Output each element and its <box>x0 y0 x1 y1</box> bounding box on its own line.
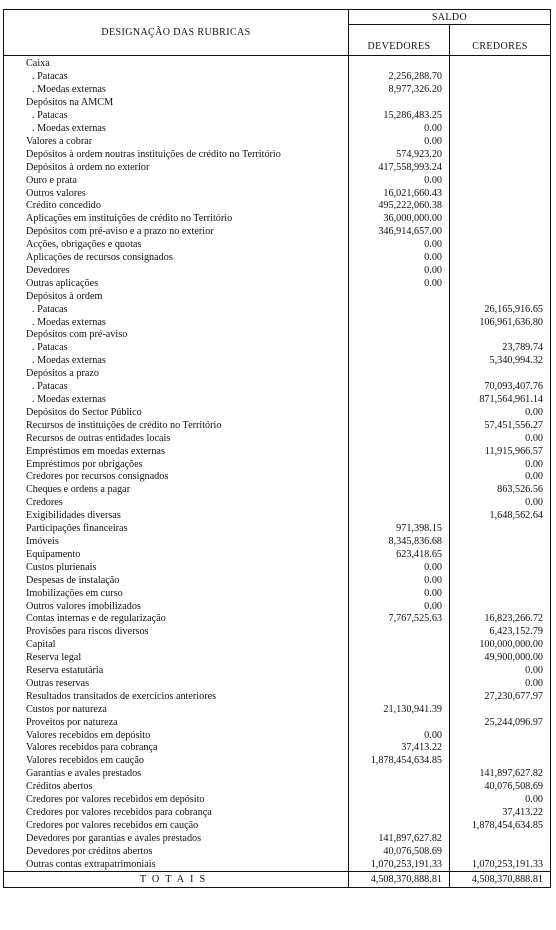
devedores-value <box>349 381 450 394</box>
table-row <box>4 587 551 600</box>
rubrica-label: Acções, obrigações e quotas <box>4 239 349 252</box>
credores-value <box>450 368 551 381</box>
credores-value: 0.00 <box>450 678 551 691</box>
devedores-value: 8,977,326.20 <box>349 84 450 97</box>
credores-value <box>450 213 551 226</box>
credores-value <box>450 536 551 549</box>
table-row <box>4 626 551 639</box>
devedores-value: 2,256,288.70 <box>349 71 450 84</box>
devedores-value: 971,398.15 <box>349 523 450 536</box>
table-row <box>4 781 551 794</box>
rubrica-label: Outras reservas <box>4 678 349 691</box>
table-row <box>4 832 551 845</box>
table-row <box>4 303 551 316</box>
rubrica-label: Recursos de outras entidades locais <box>4 432 349 445</box>
rubrica-label: Garantias e avales prestados <box>4 768 349 781</box>
rubrica-label: Aplicações em instituições de crédito no Território <box>4 213 349 226</box>
rubrica-label: . Moedas externas <box>4 123 349 136</box>
devedores-value <box>349 445 450 458</box>
devedores-value <box>349 342 450 355</box>
totals-row <box>4 872 551 888</box>
table-row <box>4 768 551 781</box>
credores-value <box>450 561 551 574</box>
rubrica-label: . Patacas <box>4 71 349 84</box>
table-row <box>4 252 551 265</box>
devedores-value: 0.00 <box>349 277 450 290</box>
devedores-value: 1,070,253,191.33 <box>349 858 450 871</box>
rubrica-label: Valores a cobrar <box>4 135 349 148</box>
devedores-value <box>349 419 450 432</box>
devedores-value <box>349 819 450 832</box>
credores-value <box>450 97 551 110</box>
rubrica-label: . Patacas <box>4 381 349 394</box>
rubrica-label: Valores recebidos para cobrança <box>4 742 349 755</box>
rubrica-label: Exigibilidades diversas <box>4 510 349 523</box>
credores-value: 871,564,961.14 <box>450 394 551 407</box>
devedores-value: 37,413.22 <box>349 742 450 755</box>
header-saldo: SALDO <box>349 10 551 25</box>
totals-label: TOTAIS <box>4 872 349 888</box>
devedores-value: 141,897,627.82 <box>349 832 450 845</box>
rubrica-label: Crédito concedido <box>4 200 349 213</box>
table-row <box>4 613 551 626</box>
credores-value: 0.00 <box>450 432 551 445</box>
credores-value: 0.00 <box>450 406 551 419</box>
devedores-value: 16,021,660.43 <box>349 187 450 200</box>
devedores-value: 0.00 <box>349 729 450 742</box>
rubrica-label: Reserva legal <box>4 652 349 665</box>
credores-value: 141,897,627.82 <box>450 768 551 781</box>
rubrica-label: . Moedas externas <box>4 355 349 368</box>
credores-value <box>450 135 551 148</box>
table-row <box>4 574 551 587</box>
rubrica-label: Empréstimos em moedas externas <box>4 445 349 458</box>
devedores-value: 7,767,525.63 <box>349 613 450 626</box>
rubrica-label: Imobilizações em curso <box>4 587 349 600</box>
table-row <box>4 381 551 394</box>
credores-value <box>450 239 551 252</box>
table-row <box>4 148 551 161</box>
credores-value <box>450 110 551 123</box>
rubrica-label: Devedores por créditos abertos <box>4 845 349 858</box>
credores-value: 0.00 <box>450 497 551 510</box>
credores-value <box>450 84 551 97</box>
table-row <box>4 187 551 200</box>
rubrica-label: Participações financeiras <box>4 523 349 536</box>
devedores-value: 36,000,000.00 <box>349 213 450 226</box>
table-row <box>4 394 551 407</box>
rubrica-label: Credores por valores recebidos em caução <box>4 819 349 832</box>
devedores-value: 417,558,993.24 <box>349 161 450 174</box>
devedores-value <box>349 355 450 368</box>
credores-value <box>450 252 551 265</box>
devedores-value: 0.00 <box>349 561 450 574</box>
rubrica-label: Reserva estatutária <box>4 665 349 678</box>
rubrica-label: Imóveis <box>4 536 349 549</box>
credores-value <box>450 174 551 187</box>
table-row <box>4 213 551 226</box>
table-row <box>4 548 551 561</box>
rubrica-label: Depósitos com pré-aviso e a prazo no exterior <box>4 226 349 239</box>
devedores-value <box>349 652 450 665</box>
rubrica-label: Custos por natureza <box>4 703 349 716</box>
credores-value: 70,093,407.76 <box>450 381 551 394</box>
table-row <box>4 665 551 678</box>
table-row <box>4 200 551 213</box>
table-row <box>4 355 551 368</box>
devedores-value <box>349 458 450 471</box>
table-row <box>4 368 551 381</box>
rubrica-label: Devedores <box>4 265 349 278</box>
table-row <box>4 123 551 136</box>
devedores-value: 346,914,657.00 <box>349 226 450 239</box>
rubrica-label: Valores recebidos em depósito <box>4 729 349 742</box>
balance-table <box>3 9 551 888</box>
credores-value <box>450 161 551 174</box>
rubrica-label: Outros valores <box>4 187 349 200</box>
table-row <box>4 419 551 432</box>
table-row <box>4 755 551 768</box>
devedores-value <box>349 56 450 71</box>
credores-value: 49,900,000.00 <box>450 652 551 665</box>
table-body <box>4 56 551 872</box>
credores-value <box>450 742 551 755</box>
table-row <box>4 600 551 613</box>
rubrica-label: Outras contas extrapatrimoniais <box>4 858 349 871</box>
credores-value: 26,165,916.65 <box>450 303 551 316</box>
table-row <box>4 97 551 110</box>
devedores-value: 0.00 <box>349 600 450 613</box>
credores-value <box>450 523 551 536</box>
credores-value: 0.00 <box>450 471 551 484</box>
rubrica-label: Despesas de instalação <box>4 574 349 587</box>
table-row <box>4 471 551 484</box>
totals-devedores: 4,508,370,888.81 <box>349 872 450 888</box>
devedores-value: 0.00 <box>349 574 450 587</box>
table-row <box>4 110 551 123</box>
rubrica-label: Aplicações de recursos consignados <box>4 252 349 265</box>
devedores-value: 0.00 <box>349 123 450 136</box>
credores-value: 1,878,454,634.85 <box>450 819 551 832</box>
credores-value: 5,340,994.32 <box>450 355 551 368</box>
table-row <box>4 742 551 755</box>
devedores-value <box>349 471 450 484</box>
rubrica-label: Devedores por garantias e avales prestados <box>4 832 349 845</box>
table-row <box>4 497 551 510</box>
table-row <box>4 277 551 290</box>
table-row <box>4 71 551 84</box>
devedores-value <box>349 329 450 342</box>
rubrica-label: Créditos abertos <box>4 781 349 794</box>
credores-value <box>450 200 551 213</box>
table-row <box>4 561 551 574</box>
rubrica-label: . Patacas <box>4 342 349 355</box>
devedores-value <box>349 368 450 381</box>
table-row <box>4 652 551 665</box>
credores-value <box>450 277 551 290</box>
rubrica-label: Depósitos à ordem <box>4 290 349 303</box>
table-row <box>4 510 551 523</box>
table-row <box>4 845 551 858</box>
rubrica-label: Caixa <box>4 56 349 71</box>
table-row <box>4 484 551 497</box>
table-row <box>4 729 551 742</box>
credores-value <box>450 574 551 587</box>
devedores-value <box>349 781 450 794</box>
credores-value <box>450 832 551 845</box>
credores-value: 40,076,508.69 <box>450 781 551 794</box>
devedores-value: 623,418.65 <box>349 548 450 561</box>
rubrica-label: Proveitos por natureza <box>4 716 349 729</box>
table-row <box>4 135 551 148</box>
rubrica-label: Equipamento <box>4 548 349 561</box>
table-row <box>4 678 551 691</box>
table-row <box>4 265 551 278</box>
credores-value <box>450 187 551 200</box>
devedores-value: 495,222,060.38 <box>349 200 450 213</box>
table-row <box>4 716 551 729</box>
table-row <box>4 342 551 355</box>
devedores-value <box>349 303 450 316</box>
rubrica-label: Contas internas e de regularização <box>4 613 349 626</box>
devedores-value <box>349 690 450 703</box>
credores-value: 23,789.74 <box>450 342 551 355</box>
rubrica-label: Depósitos do Sector Público <box>4 406 349 419</box>
table-row <box>4 84 551 97</box>
rubrica-label: Depósitos a prazo <box>4 368 349 381</box>
credores-value: 27,230,677.97 <box>450 690 551 703</box>
devedores-value: 0.00 <box>349 135 450 148</box>
balance-sheet <box>3 9 550 916</box>
rubrica-label: Cheques e ordens a pagar <box>4 484 349 497</box>
credores-value <box>450 71 551 84</box>
devedores-value <box>349 768 450 781</box>
credores-value <box>450 703 551 716</box>
table-row <box>4 819 551 832</box>
credores-value: 57,451,556.27 <box>450 419 551 432</box>
table-row <box>4 161 551 174</box>
credores-value <box>450 290 551 303</box>
credores-value: 106,961,636.80 <box>450 316 551 329</box>
rubrica-label: Recursos de instituições de crédito no Território <box>4 419 349 432</box>
rubrica-label: Credores por recursos consignados <box>4 471 349 484</box>
header-designacao: DESIGNAÇÃO DAS RUBRICAS <box>4 10 349 56</box>
credores-value <box>450 600 551 613</box>
devedores-value <box>349 316 450 329</box>
devedores-value <box>349 678 450 691</box>
table-row <box>4 794 551 807</box>
devedores-value <box>349 794 450 807</box>
header-credores: CREDORES <box>450 25 551 56</box>
table-row <box>4 290 551 303</box>
credores-value <box>450 729 551 742</box>
devedores-value: 8,345,836.68 <box>349 536 450 549</box>
rubrica-label: Resultados transitados de exercícios anteriores <box>4 690 349 703</box>
credores-value <box>450 226 551 239</box>
rubrica-label: . Patacas <box>4 110 349 123</box>
devedores-value <box>349 394 450 407</box>
devedores-value: 0.00 <box>349 174 450 187</box>
credores-value <box>450 123 551 136</box>
header-devedores: DEVEDORES <box>349 25 450 56</box>
credores-value: 6,423,152.79 <box>450 626 551 639</box>
credores-value: 863,526.56 <box>450 484 551 497</box>
table-row <box>4 445 551 458</box>
table-row <box>4 690 551 703</box>
rubrica-label: Credores por valores recebidos em depósito <box>4 794 349 807</box>
credores-value <box>450 56 551 71</box>
table-row <box>4 316 551 329</box>
devedores-value: 0.00 <box>349 265 450 278</box>
credores-value: 1,648,562.64 <box>450 510 551 523</box>
table-row <box>4 458 551 471</box>
table-row <box>4 523 551 536</box>
table-row <box>4 703 551 716</box>
devedores-value <box>349 484 450 497</box>
credores-value: 37,413.22 <box>450 807 551 820</box>
totals-credores: 4,508,370,888.81 <box>450 872 551 888</box>
credores-value <box>450 845 551 858</box>
devedores-value: 574,923.20 <box>349 148 450 161</box>
table-row <box>4 406 551 419</box>
rubrica-label: Credores <box>4 497 349 510</box>
table-row <box>4 329 551 342</box>
devedores-value: 0.00 <box>349 252 450 265</box>
rubrica-label: Provisões para riscos diversos <box>4 626 349 639</box>
rubrica-label: Depósitos à ordem noutras instituições de crédito no Território <box>4 148 349 161</box>
devedores-value <box>349 406 450 419</box>
rubrica-label: . Patacas <box>4 303 349 316</box>
credores-value <box>450 755 551 768</box>
rubrica-label: Custos plurienais <box>4 561 349 574</box>
rubrica-label: Empréstimos por obrigações <box>4 458 349 471</box>
rubrica-label: Valores recebidos em caução <box>4 755 349 768</box>
credores-value <box>450 587 551 600</box>
devedores-value <box>349 639 450 652</box>
devedores-value <box>349 290 450 303</box>
credores-value: 11,915,966.57 <box>450 445 551 458</box>
table-row <box>4 432 551 445</box>
devedores-value <box>349 807 450 820</box>
devedores-value: 21,130,941.39 <box>349 703 450 716</box>
devedores-value: 0.00 <box>349 239 450 252</box>
credores-value: 100,000,000.00 <box>450 639 551 652</box>
devedores-value: 0.00 <box>349 587 450 600</box>
rubrica-label: Credores por valores recebidos para cobrança <box>4 807 349 820</box>
rubrica-label: . Moedas externas <box>4 316 349 329</box>
credores-value: 0.00 <box>450 665 551 678</box>
credores-value <box>450 329 551 342</box>
table-row <box>4 536 551 549</box>
credores-value: 0.00 <box>450 458 551 471</box>
table-row <box>4 639 551 652</box>
devedores-value: 40,076,508.69 <box>349 845 450 858</box>
rubrica-label: Outros valores imobilizados <box>4 600 349 613</box>
rubrica-label: Depósitos com pré-aviso <box>4 329 349 342</box>
devedores-value: 1,878,454,634.85 <box>349 755 450 768</box>
devedores-value <box>349 510 450 523</box>
devedores-value <box>349 665 450 678</box>
credores-value: 1,070,253,191.33 <box>450 858 551 871</box>
devedores-value <box>349 432 450 445</box>
credores-value: 0.00 <box>450 794 551 807</box>
table-row <box>4 858 551 871</box>
credores-value: 25,244,096.97 <box>450 716 551 729</box>
devedores-value <box>349 626 450 639</box>
table-row <box>4 226 551 239</box>
devedores-value: 15,286,483.25 <box>349 110 450 123</box>
rubrica-label: . Moedas externas <box>4 394 349 407</box>
rubrica-label: Ouro e prata <box>4 174 349 187</box>
rubrica-label: Capital <box>4 639 349 652</box>
credores-value <box>450 265 551 278</box>
credores-value <box>450 548 551 561</box>
table-row <box>4 807 551 820</box>
devedores-value <box>349 497 450 510</box>
credores-value <box>450 148 551 161</box>
table-row <box>4 239 551 252</box>
rubrica-label: Depósitos à ordem no exterior <box>4 161 349 174</box>
rubrica-label: Outras aplicações <box>4 277 349 290</box>
rubrica-label: . Moedas externas <box>4 84 349 97</box>
table-row <box>4 56 551 71</box>
rubrica-label: Depósitos na AMCM <box>4 97 349 110</box>
table-row <box>4 174 551 187</box>
credores-value: 16,823,266.72 <box>450 613 551 626</box>
devedores-value <box>349 716 450 729</box>
devedores-value <box>349 97 450 110</box>
